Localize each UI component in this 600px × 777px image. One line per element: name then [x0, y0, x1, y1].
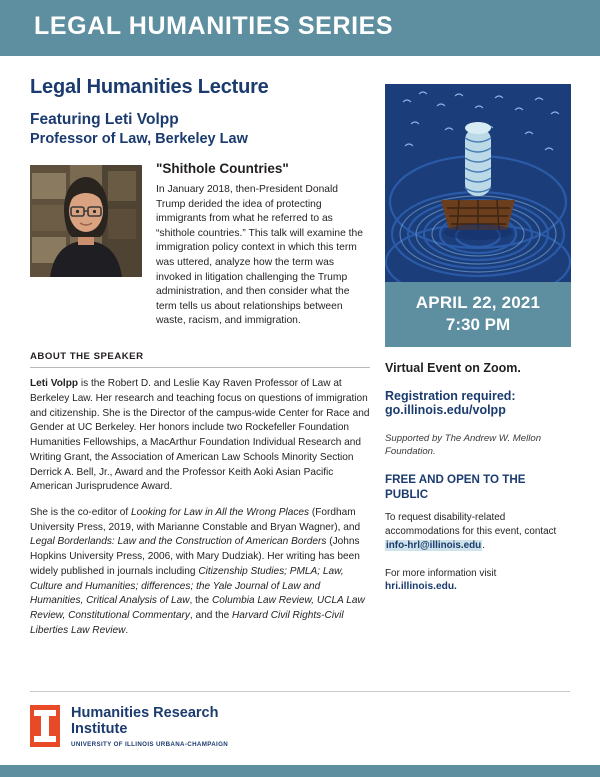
footer-org: [60, 705, 228, 748]
footer-divider: [30, 691, 570, 692]
event-time: 7:30 PM: [445, 315, 511, 334]
org-subline: UNIVERSITY OF ILLINOIS URBANA-CHAMPAIGN: [71, 741, 229, 749]
right-column: [385, 84, 571, 595]
footer: [0, 691, 600, 777]
block-i-logo-icon: [30, 705, 60, 747]
divider: [30, 367, 370, 368]
talk-details: [142, 161, 370, 329]
registration-url[interactable]: go.illinois.edu/volpp: [385, 403, 506, 417]
event-date: APRIL 22, 2021: [415, 293, 541, 312]
footer-content: [30, 705, 228, 748]
series-banner: [0, 0, 600, 56]
more-info-note: [385, 567, 571, 595]
free-admission-note: FREE AND OPEN TO THE PUBLIC: [385, 472, 526, 501]
footer-bar: [0, 765, 600, 777]
lecture-title: Legal Humanities Lecture: [30, 76, 269, 98]
event-venue: Virtual Event on Zoom.: [385, 361, 521, 375]
more-info-prefix: For more information visit: [385, 567, 497, 579]
event-date-box: [385, 282, 571, 347]
speaker-portrait: [30, 165, 142, 277]
about-speaker-heading: ABOUT THE SPEAKER: [30, 351, 144, 363]
talk-abstract: In January 2018, then-President Donald Trump derided the idea of protecting immigrants from what he referred to as “shithole countries.” This talk will examine the immigration policy context in which this term was uttered, analyze how the term was invoked in litigation challenging the Trump administration, and then consider what the term tells us about relationships between waste, racism, and immigration.: [156, 184, 363, 327]
org-name-line1: Humanities Research: [71, 705, 219, 721]
accessibility-suffix: .: [482, 539, 485, 551]
more-info-url[interactable]: hri.illinois.edu.: [385, 581, 457, 593]
affiliation-line: Professor of Law, Berkeley Law: [30, 131, 248, 147]
poster-artwork: [385, 84, 571, 282]
org-name-line2: Institute: [71, 721, 128, 738]
accessibility-note: [385, 511, 571, 553]
supported-by-note: Supported by The Andrew W. Mellon Foundation.: [385, 433, 542, 457]
registration-label: Registration required:: [385, 389, 516, 403]
bio-paragraph-2: She is the co-editor of Looking for Law in All the Wrong Places (Fordham University Press, 2019, with Marianne Constable and Bryan Wagner), and Legal Borderlands: Law and the Construction of American Borders (Johns Hopkins University Press, 2006, with Mary Dudziak). Her writing has been widely published in journals including Citizenship Studies; PMLA; Law, Culture and Humanities; differences; the Yale Journal of Law and Humanities, Critical Analysis of Law, the Columbia Law Review, UCLA Law Review, Constitutional Commentary, and the Harvard Civil Rights-Civil Liberties Law Review.: [30, 506, 365, 636]
bio-paragraph-1-rest: is the Robert D. and Leslie Kay Raven Professor of Law at Berkeley Law. Her research and teaching focus on questions of immigration and citizenship. She is the Director of the campus-wide Center for Race and Gender at UC Berkeley. Her honors include two Rockefeller Foundation Humanities Fellowships, a MacArthur Foundation Individual Research and Writing Grant, the Association of American Law Schools Minority Section Derrick A. Bell, Jr., Award and the Professor Keith Aoki Asian Pacific American Jurisprudence Award.: [30, 378, 370, 493]
bio-paragraph-1: [30, 377, 370, 495]
block-i-stem: [41, 716, 49, 736]
left-column: [30, 76, 370, 650]
artwork-illustration: [385, 84, 571, 282]
featuring-line: Featuring Leti Volpp: [30, 111, 179, 128]
bio-lead-name: Leti Volpp: [30, 378, 79, 390]
portrait-illustration: [30, 165, 142, 277]
series-title: LEGAL HUMANITIES SERIES: [34, 12, 394, 40]
accessibility-prefix: To request disability-related accommodations for this event, contact: [385, 512, 557, 537]
talk-title: "Shithole Countries": [156, 161, 289, 176]
speaker-block: [30, 161, 370, 329]
accessibility-email[interactable]: info-hrl@illinois.edu: [386, 539, 482, 551]
